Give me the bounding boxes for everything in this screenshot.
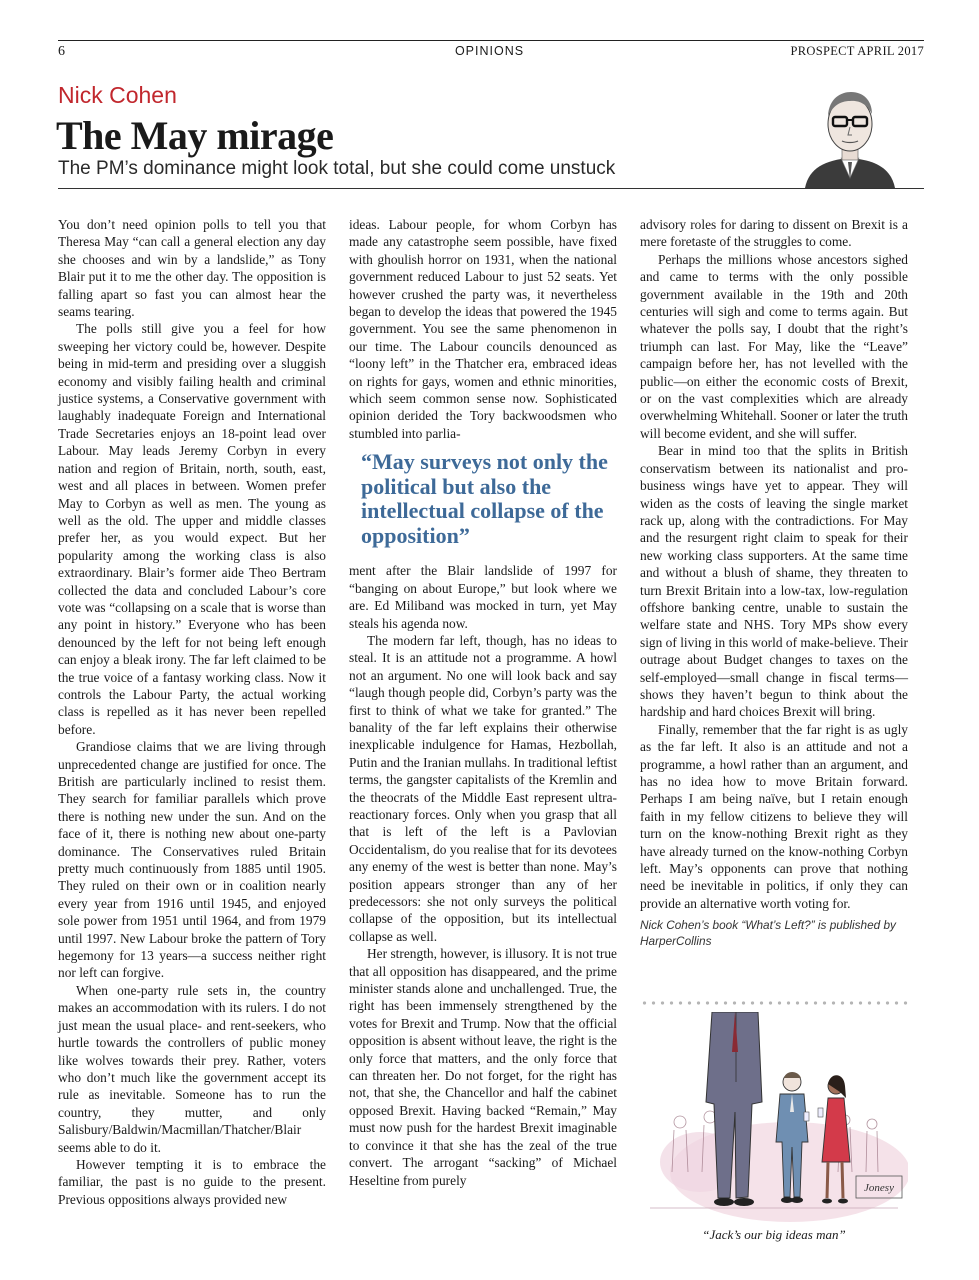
column-3 xyxy=(640,216,908,949)
paragraph: advisory roles for daring to dissent on Brexit is a mere foretaste of the struggles to come. xyxy=(640,217,908,250)
paragraph: Perhaps the millions whose ancestors sighed and came to terms with the only possible government available in the 19th and 20th centuries will sigh and come to terms again. But whatever the polls say, I doubt that the right’s triumph can last. For May, like the “Leave” campaign before her, has not levelled with the public—on either the economic costs of Brexit, or on the vast complexities which are already overwhelming Whitehall. Sooner or later the truth will become evident, and she will suffer. xyxy=(640,251,908,441)
paragraph: The modern far left, though, has no ideas to steal. It is an attitude not a programme. A howl not an argument. No one will look back and say “laugh though people did, Corbyn’s party was the first to think of what we take for granted.” The banality of the far left explains their otherwise inexplicable indulgence for Hamas, Hezbollah, Putin and the Iranian mullahs. In traditional leftist terms, the gangster capitalists of the Kremlin and the theocrats of the Middle East represent ultra-reactionary forces. Only when you grasp that all that is left of the left is a Pavlovian Occidentalism, do you realise that for its devotees any enemy of the west is better than none. May’s position appears stronger than any of her predecessors: she not only surveys the political collapse of the opposition, but its intellectual collapse as well. xyxy=(349,632,617,944)
book-credit: Nick Cohen’s book “What’s Left?” is published by HarperCollins xyxy=(640,918,896,948)
paragraph: ideas. Labour people, for whom Corbyn has made any catastrophe seem possible, have fixed with ghoulish horror on 1931, when the national government reduced Labour to just 52 seats. Yet however crushed the party was, it nevertheless began to develop the ideas that powered the 1945 government. You see the same phenomenon in our time. The Labour councils denounced as “loony left” in the Thatcher era, embraced ideas on rights for gays, women and ethnic minorities, which seem common sense now. Sophisticated opinion derided the Tory backwoodsmen who stumbled into parlia- xyxy=(349,217,617,441)
author-name: Nick Cohen xyxy=(58,82,177,108)
headline: The May mirage xyxy=(56,113,334,158)
paragraph: Finally, remember that the far right is as ugly as the far left. It also is an attitude and not a programme, a howl rather than an argument, and has no idea how to move Britain forward. Perhaps I am being naïve, but I retain enough faith in my fellow citizens to believe they will turn on the know-nothing Brexit right as they have already turned on the know-nothing Corbyn left. May’s opponents can prove that nothing need be inevitable in politics, if only they can provide an alternative worth voting for. xyxy=(640,721,908,911)
column-2 xyxy=(349,216,617,1189)
cartoon-signature: Jonesy xyxy=(864,1182,894,1194)
standfirst: The PM’s dominance might look total, but she could come unstuck xyxy=(58,158,616,179)
paragraph: Her strength, however, is illusory. It is not true that all opposition has disappeared, and the prime minister stands alone and unchallenged. True, the right has been immensely strengthened by the votes for Brexit and Trump. Now that the official opposition is absent without leave, the right is the only force that matters, and the only force that can threaten her. Do not forget, for the right has not, that she, the Chancellor and half the cabinet opposed Brexit. Having backed “Remain,” May must now push for the hardest Brexit imaginable to convince it that she has the zeal of the true convert. The arrogant “sacking” of Michael Heseltine from purely xyxy=(349,946,617,1188)
section-label: OPINIONS xyxy=(454,44,525,58)
header-rule xyxy=(58,188,924,189)
issue-label: PROSPECT APRIL 2017 xyxy=(790,44,924,58)
paragraph: Bear in mind too that the splits in British conservatism between its nationalist and pro-business wings have yet to appear. They will widen as the costs of leaving the single market rack up, along with the contradictions. For May and the resurgent right claim to speak for their new working class supporters. At the same time and without a blush of shame, they threaten to turn Brexit Britain into a low-tax, low-regulation offshore banking centre, unable to sustain the welfare state and NHS. Tory MPs show every sign of living in this world of make-believe. Their outrage about Budget changes to taxes on the self-employed—small change in fiscal terms—shows they haven’t begun to think about the hardship and hard choices Brexit will bring. xyxy=(640,443,908,720)
pull-quote: “May surveys not only the political but also the intellectual collapse of the opposition” xyxy=(361,449,608,548)
column-1 xyxy=(58,216,326,1208)
page-number: 6 xyxy=(58,44,65,59)
paragraph: The polls still give you a feel for how sweeping her victory could be, however. Despite being in mid-term and presiding over a sluggish economy and visibly failing health and criminal justice systems, a Conservative government with laughably inadequate Foreign and International Trade Secretaries enjoys an 18-point lead over Labour. May leads Jeremy Corbyn in every nation and region of Britain, north, south, east, west and all places in between. Women prefer May to Corbyn as well as men. The young as well as the old. The upper and middle classes prefer her, as you would expect. But her popularity among the working class is also extraordinary. Blair’s former aide Theo Bertram collected the data and concluded Labour’s core vote was “collapsing on a scale that is worse than any point in history.” Everyone who has been denounced by the left for not being left enough can enjoy a bleak irony. The far left claimed to be the true voice of a fantasy working class. Now it controls the Labour Party, the actual working class is repelled as it has never been repelled before. xyxy=(58,321,326,737)
author-portrait xyxy=(795,80,905,188)
paragraph: ment after the Blair landslide of 1997 for “banging on about Europe,” but look where we are. Ed Miliband was mocked in turn, yet May steals his agenda now. xyxy=(349,563,617,631)
paragraph: Grandiose claims that we are living through unprecedented change are justified for once. The British are particularly inclined to resist them. They search for familiar parallels which prove there is nothing new under the sun. And on the face of it, there is nothing new about one-party dominance. The Conservatives ruled Britain pretty much continuously from 1885 until 1905. They ruled on their own or in coalition nearly every year from 1916 until 1945, and enjoyed sole power from 1951 until 1964, and from 1979 until 1997. New Labour broke the pattern of Tory hegemony for 13 years—a success neither right nor left can forgive. xyxy=(58,739,326,981)
paragraph: When one-party rule sets in, the country makes an accommodation with its rulers. I do not just mean the usual place- and rent-seekers, who hurtle towards the controllers of public money like wolves towards their prey. Rather, voters who don’t much like the government accept its rule as inevitable. Someone has to run the country, they mutter, and only Salisbury/Baldwin/Macmillan/Thatcher/Blair seems able to do it. xyxy=(58,982,326,1155)
paragraph: You don’t need opinion polls to tell you that Theresa May “can call a general election any day she chooses and win by a landslide,” as Tony Blair put it to me the other day. The opposition is falling apart so fast you can almost hear the seams tearing. xyxy=(58,217,326,320)
top-rule xyxy=(58,40,924,41)
cartoon-caption: “Jack’s our big ideas man” xyxy=(702,1227,846,1242)
paragraph: However tempting it is to embrace the familiar, the past is no guide to the present. Previous oppositions always provided new xyxy=(58,1156,326,1207)
dotted-divider xyxy=(640,1000,908,1006)
cartoon-illustration xyxy=(640,1012,908,1222)
